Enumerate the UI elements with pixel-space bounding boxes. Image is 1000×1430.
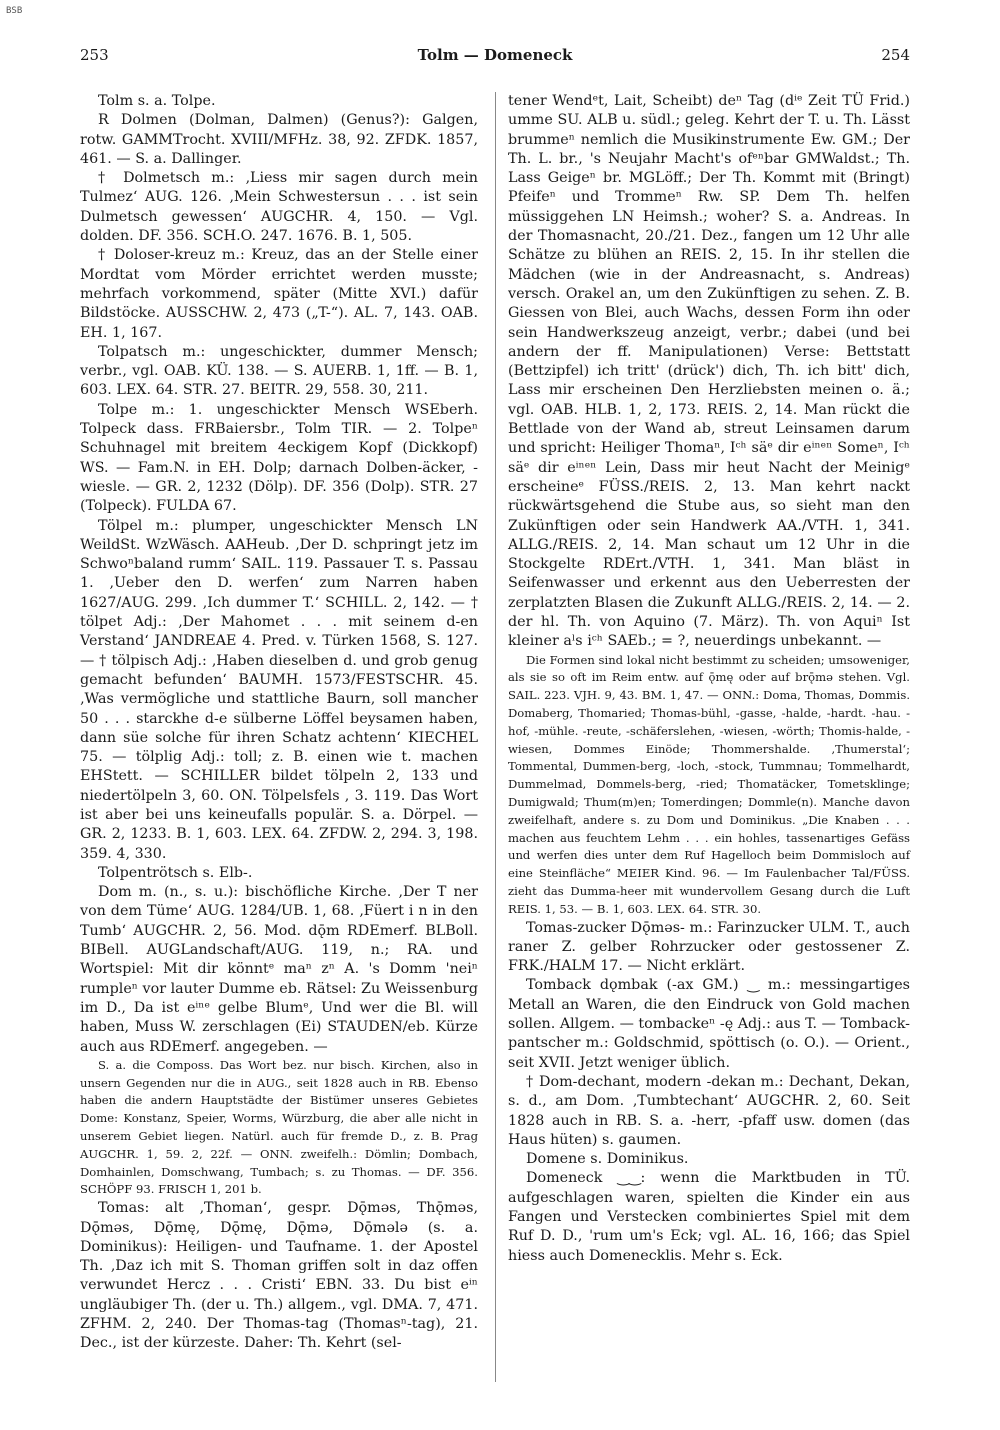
dictionary-entry: Tolpe m.: 1. ungeschickter Mensch WSEberh. Tolpeck dass. FRBaiersbr., Tolm TIR. — 2. Tolpeⁿ Schuhnagel mit breitem 4eckigem Kopf (Dickkopf) WS. — Fam.N. in EH. Dolp; darnach Dolben-äcker, -wiesle. — GR. 2, 1232 (Dölp). DF. 356 (Dolp). STR. 27 (Tolpeck). FULDA 67. xyxy=(80,401,478,515)
page-header xyxy=(80,46,910,70)
library-stamp: BSB xyxy=(6,6,23,16)
dictionary-entry: † Dolmetsch m.: ‚Liess mir sagen durch mein Tulmez‘ AUG. 126. ‚Mein Schwestersun . . . ist sein Dulmetsch gewessen‘ AUGCHR. 4, 150. — Vgl. dolden. DF. 356. SCH.O. 247. 1676. B. 1, 505. xyxy=(80,170,478,245)
dictionary-note: Die Formen sind lokal nicht bestimmt zu scheiden; umsoweniger, als sie so oft im Reim entw. auf ǭmę oder auf brǭmə stehen. Vgl. SAIL. 223. VJH. 9, 43. BM. 1, 47. — ONN.: Doma, Thomas, Dommis. Domaberg, Thomaried; Thomas-bühl, -gasse, -halde, -hardt. -hau. -hof, -mühle. -reute, -schäferslehen, -wiesen, -wörth; Thomis-halde, -wiesen, Dommes Einöde; Thommershalde. ‚Thumerstal‘; Tommental, Dummen-berg, -loch, -stock, Tummnau; Tommelhardt, Dummelmad, Dommels-berg, -ried; Thomatäcker, Tometsklinge; Dumigwald; Thum(m)en; Tomerdingen; Dommle(n). Manche davon zweifelhaft, andere s. zu Dom und Dominikus. „Die Knaben . . . machen aus feuchtem Lehm . . . ein hohles, tassenartiges Gefäss und werfen dies unter dem Ruf Hagelloch beim Dommisloch auf eine Steinfläche“ MEIER Kind. 96. — Im Faulenbacher Tal/FÜSS. zieht das Dumma-heer mit wundervollem Gesang durch die Luft REIS. 1, 53. — B. 1, 603. LEX. 64. STR. 30. xyxy=(508,652,910,916)
dictionary-entry: Tölpel m.: plumper, ungeschickter Mensch LN WeildSt. WzWäsch. AAHeub. ‚Der D. schpringt jetz im Schwoⁿbaland rumm‘ SAIL. 119. Passauer T. s. Passau 1. ‚Ueber den D. werfen‘ zum Narren haben 1627/AUG. 299. ‚Ich dummer T.‘ SCHILL. 2, 142. — † tölpet Adj.: ‚Der Mahomet . . . mit seinem d-en Verstand‘ JANDREAE 4. Pred. v. Türken 1568, S. 127. — † tölpisch Adj.: ‚Haben dieselben d. und grob genug gemacht befunden‘ BAUMH. 1573/FESTSCHR. 45. ‚Was vermögliche und stattliche Baurn, soll mancher 50 . . . starckhe d-e sülberne Löffel beysamen haben, dann süe solche für ihren Schatz achtenn‘ KIECHEL 75. — tölplig Adj.: toll; z. B. einen wie t. machen EHStett. — SCHILLER bildet tölpeln 2, 133 und niedertölpeln 3, 60. ON. Tölpelsfels , 3. 119. Das Wort ist aber bei uns keineufalls populär. S. a. Dörpel. — GR. 2, 1233. B. 1, 603. LEX. 64. ZFDW. 2, 294. 3, 198. 359. 4, 330. xyxy=(80,517,478,862)
right-column xyxy=(508,92,910,1266)
dictionary-entry: Tolpentrötsch s. Elb-. xyxy=(98,864,253,881)
dictionary-entry: Tolpatsch m.: ungeschickter, dummer Mensch; verbr., vgl. OAB. KÜ. 138. — S. AUERB. 1, 1ff. — B. 1, 603. LEX. 64. STR. 27. BEITR. 29, 558. 30, 211. xyxy=(80,343,478,399)
dictionary-entry: Tomas: alt ‚Thoman‘, gespr. Dǭməs, Thǭməs, Dǭməs, Dǭmę, Dǭmę, Dǭmə, Dǭmələ (s. a. Dominikus): Heiligen- und Taufname. 1. der Apostel Th. ‚Daz ich mit S. Thoman griffen solt in daz offen verwundet Hercz . . . Cristi‘ EBN. 33. Du bist eⁱⁿ ungläubiger Th. (der u. Th.) allgem., vgl. DMA. 7, 471. ZFHM. 2, 240. Der Thomas-tag (Thomasⁿ-tag), 21. Dec., ist der kürzeste. Daher: Th. Kehrt (sel- xyxy=(80,1200,478,1352)
dictionary-entry: Dom m. (n., s. u.): bischöfliche Kirche. ‚Der T ner von dem Tüme‘ AUG. 1284/UB. 1, 68. ‚Füert i n in den Tumb‘ AUGCHR. 2, 56. Mod. dǭm RDEmerf. BLBoll. BIBell. AUGLandschaft/AUG. 119, n.; RA. und Wortspiel: Mit dir könntᵉ maⁿ zⁿ A. 's Domm 'neiⁿ rumpleⁿ vor lauter Dumme eb. Rätsel: Zu Weissenburg im D., Da ist eⁱⁿᵉ gelbe Blumᵉ, Und wer die Bl. will haben, Muss W. zerschlagen (Ei) STAUDEN/eb. Kürze auch aus RDEmerf. angegeben. — xyxy=(80,884,478,1055)
running-title: Tolm — Domeneck xyxy=(417,46,573,64)
dictionary-entry: Tolm s. a. Tolpe. xyxy=(98,93,216,109)
dictionary-entry: tener Wendᵉt, Lait, Scheibt) deⁿ Tag (dⁱᵉ Zeit TÜ Frid.) umme SU. ALB u. südl.; geleg. Kehrt der T. u. Th. Lässt brummeⁿ nemlich die Musikinstrumente Ew. GM.; Der Th. L. br., 's Neujahr Macht's ofᵉⁿbar GMWaldst.; Th. Lass Geigeⁿ br. MGLöff.; Der Th. Kommt mit (Bringt) Pfeifeⁿ und Trommeⁿ Rw. SP. Dem Th. helfen müssiggehen LN Heimsh.; woher? S. a. Andreas. In der Thomasnacht, 20./21. Dez., fangen um 12 Uhr alle Schätze zu blühen an REIS. 2, 15. In ihr stellen die Mädchen (wie in der Andreasnacht, s. Andreas) versch. Orakel an, um den Zukünftigen zu sehen. Z. B. Giessen von Blei, auch Wachs, dessen Form ihn oder sein Handwerkszeug anzeigt, verbr.; dabei (und bei andern der ff. Manipulationen) Verse: Bettstatt (Bettzipfel) ich tritt' (drück') dich, Th. ich bitt' dich, Lass mir erscheinen Den Herzliebsten meinen o. ä.; vgl. OAB. HLB. 1, 2, 173. REIS. 2, 14. Man rückt die Bettlade von der Wand ab, streut Leinsamen darum und spricht: Heiliger Thomaⁿ, Iᶜʰ säᵉ dir eⁱⁿᵉⁿ Someⁿ, Iᶜʰ säᵉ dir eⁱⁿᵉⁿ Lein, Dass mir heut Nacht der Meinigᵉ erscheineᵉ FÜSS./REIS. 2, 13. Man kehrt nackt rückwärtsgehend die Stube aus, so sieht man den Zukünftigen oder sein Handwerk AA./VTH. 1, 341. ALLG./REIS. 2, 14. Man schaut um 12 Uhr in die Stockgelte RDErt./VTH. 1, 341. Man bläst in Seifenwasser und erkennt aus den Ueberresten der zerplatzten Blasen die Zukunft ALLG./REIS. 2, 14. — 2. der hl. Th. von Aquino (7. März). Th. von Aquiⁿ Ist kleiner aˡs iᶜʰ SAEb.; = ?, neuerdings unbekannt. — xyxy=(508,93,910,650)
dictionary-note: S. a. die Composs. Das Wort bez. nur bisch. Kirchen, also in unsern Gegenden nur die in AUG., seit 1828 auch in RB. Ebenso haben die andern Hauptstädte der Bistümer unseres Gebietes Dome: Konstanz, Speier, Worms, Würzburg, die aber alle nicht in unserem Gebiet liegen. Natürl. auch für fremde D., z. B. Prag AUGCHR. 1, 59. 2, 22f. — ONN. zweifelh.: Dömlin; Dombach, Domhainlen, Domschwang, Tumbach; s. zu Thomas. — DF. 356. SCHÖPF 93. FRISCH 1, 201 b. xyxy=(80,1057,478,1197)
column-divider xyxy=(495,92,496,1382)
dictionary-entry: Tomas-zucker Dǭməs- m.: Farinzucker ULM. T., auch raner Z. gelber Rohrzucker oder gestossener Z. FRK./HALM 17. — Nicht erklärt. xyxy=(508,919,910,975)
dictionary-entry: Domene s. Dominikus. xyxy=(526,1151,689,1168)
dictionary-entry: † Doloser-kreuz m.: Kreuz, das an der Stelle einer Mordtat vom Mörder errichtet werden musste; mehrfach vorkommend, später (Mitte XVI.) dafür Bildstöcke. AUSSCHW. 2, 473 („T-“). AL. 7, 143. OAB. EH. 1, 167. xyxy=(80,247,478,341)
dictionary-entry: Tomback dǫmbak (-ax GM.) ‿ m.: messingartiges Metall an Waren, die den Eindruck von Gold machen sollen. Allgem. — tombackeⁿ -ę Adj.: aus T. — Tomback-pantscher m.: Goldschmid, spöttisch (o. O.). — Orient., seit XVII. Jetzt weniger üblich. xyxy=(508,977,911,1071)
dictionary-entry: Domeneck ‿‿: wenn die Marktbuden in TÜ. aufgeschlagen waren, spielten die Kinder ein aus Fangen und Verstecken combiniertes Spiel mit dem Ruf D. D., 'rum um's Eck; vgl. AL. 16, 166; das Spiel hiess auch Domenecklis. Mehr s. Eck. xyxy=(508,1170,910,1264)
left-column xyxy=(80,92,478,1354)
page-number-right: 254 xyxy=(881,46,910,64)
dictionary-entry: R Dolmen (Dolman, Dalmen) (Genus?): Galgen, rotw. GAMMTrocht. XVIII/MFHz. 38, 92. ZFDK. 1857, 461. — S. a. Dallinger. xyxy=(80,112,478,167)
dictionary-entry: † Dom-dechant, modern -dekan m.: Dechant, Dekan, s. d., am Dom. ‚Tumbtechant‘ AUGCHR. 2, 60. Seit 1828 auch in RB. S. a. -herr, -pfaff usw. domen (das Haus hüten) s. gaumen. xyxy=(508,1073,910,1148)
page-number-left: 253 xyxy=(80,46,109,64)
